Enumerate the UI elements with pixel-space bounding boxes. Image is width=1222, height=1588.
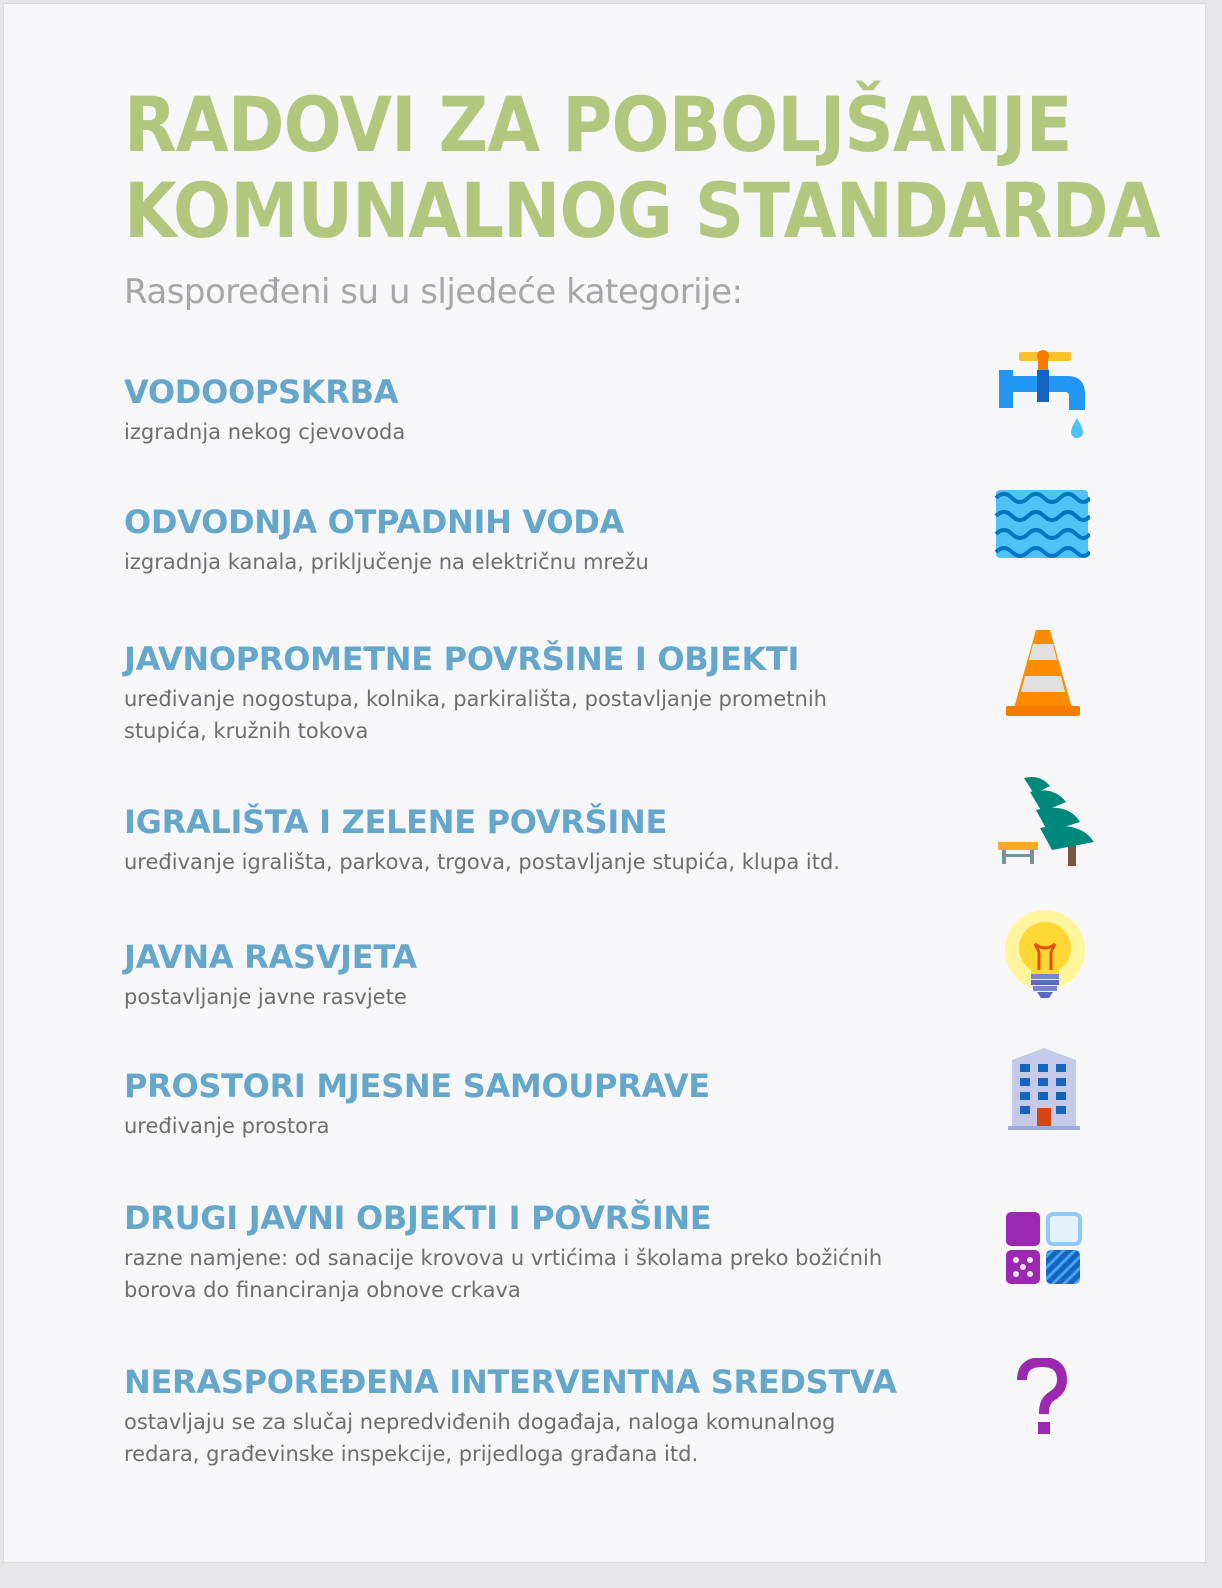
page — [3, 3, 1206, 1563]
page-title — [124, 82, 1160, 254]
category-description: izgradnja kanala, priključenje na električnu mrežu — [124, 550, 649, 574]
park-tree-bench-icon — [994, 772, 1098, 868]
category-title: NERASPOREĐENA INTERVENTNA SREDSTVA — [124, 1363, 897, 1401]
page-title-line2: KOMUNALNOG STANDARDA — [124, 166, 1160, 255]
page-title-line1: RADOVI ZA POBOLJŠANJE — [124, 80, 1072, 169]
water-tap-icon — [997, 348, 1089, 440]
category-title: IGRALIŠTA I ZELENE POVRŠINE — [124, 803, 668, 841]
building-icon — [1004, 1046, 1084, 1134]
category-title: VODOOPSKRBA — [124, 373, 399, 411]
category-description: uređivanje nogostupa, kolnika, parkirališta, postavljanje prometnih stupića, kružnih tokova — [124, 687, 827, 743]
light-bulb-icon — [1001, 908, 1089, 1004]
shapes-grid-icon — [1002, 1208, 1086, 1288]
question-mark-icon — [1014, 1358, 1070, 1438]
category-wastewater — [124, 502, 904, 578]
category-description: postavljanje javne rasvjete — [124, 985, 407, 1009]
category-title: JAVNOPROMETNE POVRŠINE I OBJEKTI — [124, 640, 800, 678]
category-local-government — [124, 1066, 904, 1142]
page-subtitle: Raspoređeni su u sljedeće kategorije: — [124, 272, 743, 312]
category-description: uređivanje igrališta, parkova, trgova, postavljanje stupića, klupa itd. — [124, 850, 840, 874]
category-water-supply — [124, 372, 904, 448]
category-description: ostavljaju se za slučaj nepredviđenih događaja, naloga komunalnog redara, građevinske inspekcije, prijedloga građana itd. — [124, 1410, 836, 1466]
category-title: ODVODNJA OTPADNIH VODA — [124, 503, 624, 541]
category-public-lighting — [124, 937, 904, 1013]
traffic-cone-icon — [1002, 624, 1084, 720]
category-description: razne namjene: od sanacije krovova u vrtićima i školama preko božićnih borova do financiranja obnove crkava — [124, 1246, 883, 1302]
category-title: JAVNA RASVJETA — [124, 938, 417, 976]
category-other-public — [124, 1198, 904, 1306]
category-description: izgradnja nekog cjevovoda — [124, 420, 406, 444]
category-title: DRUGI JAVNI OBJEKTI I POVRŠINE — [124, 1199, 712, 1237]
category-unallocated — [124, 1362, 904, 1470]
category-title: PROSTORI MJESNE SAMOUPRAVE — [124, 1067, 710, 1105]
category-description: uređivanje prostora — [124, 1114, 330, 1138]
category-playgrounds — [124, 802, 904, 878]
waves-icon — [994, 488, 1090, 560]
category-public-traffic — [124, 639, 904, 747]
